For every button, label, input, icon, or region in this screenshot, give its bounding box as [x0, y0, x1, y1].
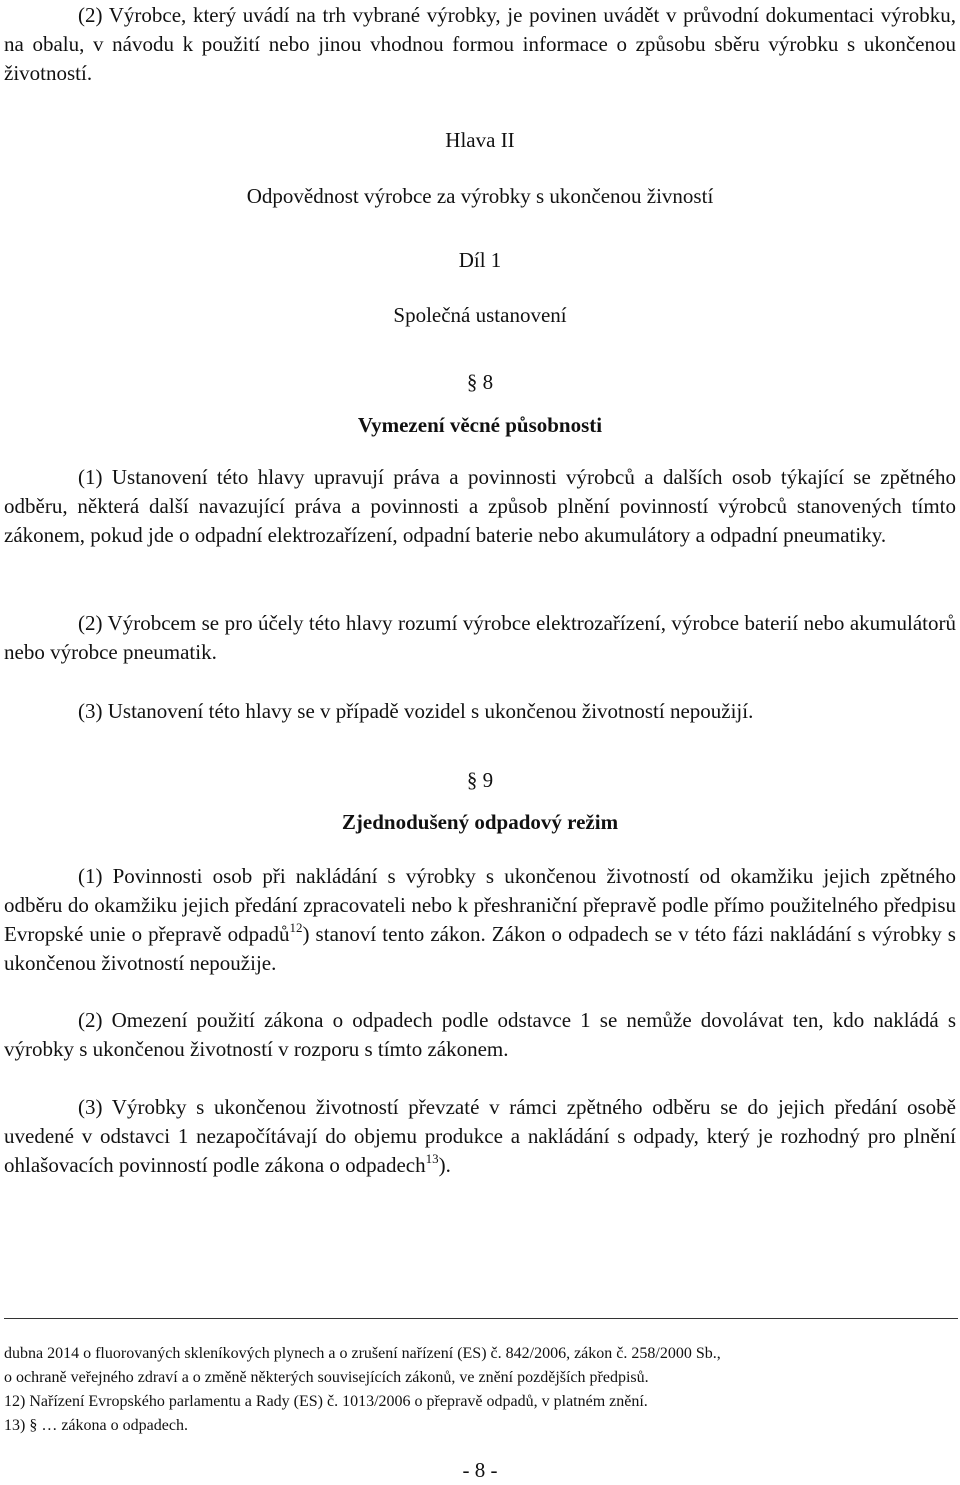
section-9-number: § 9: [466, 768, 494, 792]
dil-heading: Díl 1: [458, 248, 502, 272]
hlava-title: Odpovědnost výrobce za výrobky s ukončenou živností: [246, 184, 714, 208]
section-9-paragraph-1: [4, 862, 956, 978]
footnote-ref-12: 12: [289, 920, 303, 935]
hlava-heading: Hlava II: [445, 128, 515, 152]
dil-title: Společná ustanovení: [393, 303, 567, 327]
section-9-p3-text-a: (3) Výrobky s ukončenou životností převzaté v rámci zpětného odběru se do jejich předání osobě uvedené v odstavci 1 nezapočítávají do objemu produkce a nakládání s odpady, který je rozhodný pro plnění ohlašovacích povinností podle zákona o odpadech: [4, 1095, 956, 1177]
section-9-title: Zjednodušený odpadový režim: [341, 810, 619, 834]
footnote-12: 12) Nařízení Evropského parlamentu a Rady (ES) č. 1013/2006 o přepravě odpadů, v platném znění.: [4, 1393, 648, 1410]
section-8-title: Vymezení věcné působnosti: [357, 413, 603, 437]
page-number: - 8 -: [462, 1458, 498, 1482]
section-9-p1-text-b: ) stanoví tento zákon. Zákon o odpadech se v této fázi nakládání s výrobky s ukončenou životností nepoužije.: [4, 922, 956, 975]
section-8-number: § 8: [466, 370, 494, 394]
footnote-divider: [4, 1318, 958, 1319]
footnote-13: 13) § … zákona o odpadech.: [4, 1417, 188, 1434]
footnote-ref-13: 13: [425, 1151, 439, 1166]
section-9-paragraph-3: [4, 1093, 956, 1180]
section-8-paragraph-2: (2) Výrobcem se pro účely této hlavy rozumí výrobce elektrozařízení, výrobce baterií nebo akumulátorů nebo výrobce pneumatik.: [4, 611, 956, 664]
footnote-line-2: o ochraně veřejného zdraví a o změně některých souvisejících zákonů, ve znění pozdějších předpisů.: [4, 1369, 649, 1386]
section-8-paragraph-1: (1) Ustanovení této hlavy upravují práva a povinnosti výrobců a dalších osob týkající se zpětného odběru, některá další navazující práva a povinnosti a způsob plnění povinností výrobců stanovených tímto zákonem, pokud jde o odpadní elektrozařízení, odpadní baterie nebo akumulátory a odpadní pneumatiky.: [4, 465, 956, 547]
section-8-paragraph-3: (3) Ustanovení této hlavy se v případě vozidel s ukončenou životností nepoužijí.: [78, 699, 754, 723]
section-9-p1-text-a: (1) Povinnosti osob při nakládání s výrobky s ukončenou životností od okamžiku jejich zpětného odběru do okamžiku jejich předání zpracovateli nebo k přeshraniční přepravě podle přímo použitelného předpisu Evropské unie o přepravě odpadů: [4, 864, 956, 946]
intro-paragraph: (2) Výrobce, který uvádí na trh vybrané výrobky, je povinen uvádět v průvodní dokumentaci výrobku, na obalu, v návodu k použití nebo jinou vhodnou formou informace o způsobu sběru výrobku s ukončenou životností.: [4, 3, 956, 85]
document-page: [4, 0, 956, 1480]
footnotes: [4, 1342, 960, 1438]
section-9-p3-text-b: ).: [438, 1153, 451, 1177]
section-9-paragraph-2: (2) Omezení použití zákona o odpadech podle odstavce 1 se nemůže dovolávat ten, kdo nakládá s výrobky s ukončenou životností v rozporu s tímto zákonem.: [4, 1008, 956, 1061]
footnote-line-1: dubna 2014 o fluorovaných skleníkových plynech a o zrušení nařízení (ES) č. 842/2006, zákon č. 258/2000 Sb.,: [4, 1345, 721, 1362]
